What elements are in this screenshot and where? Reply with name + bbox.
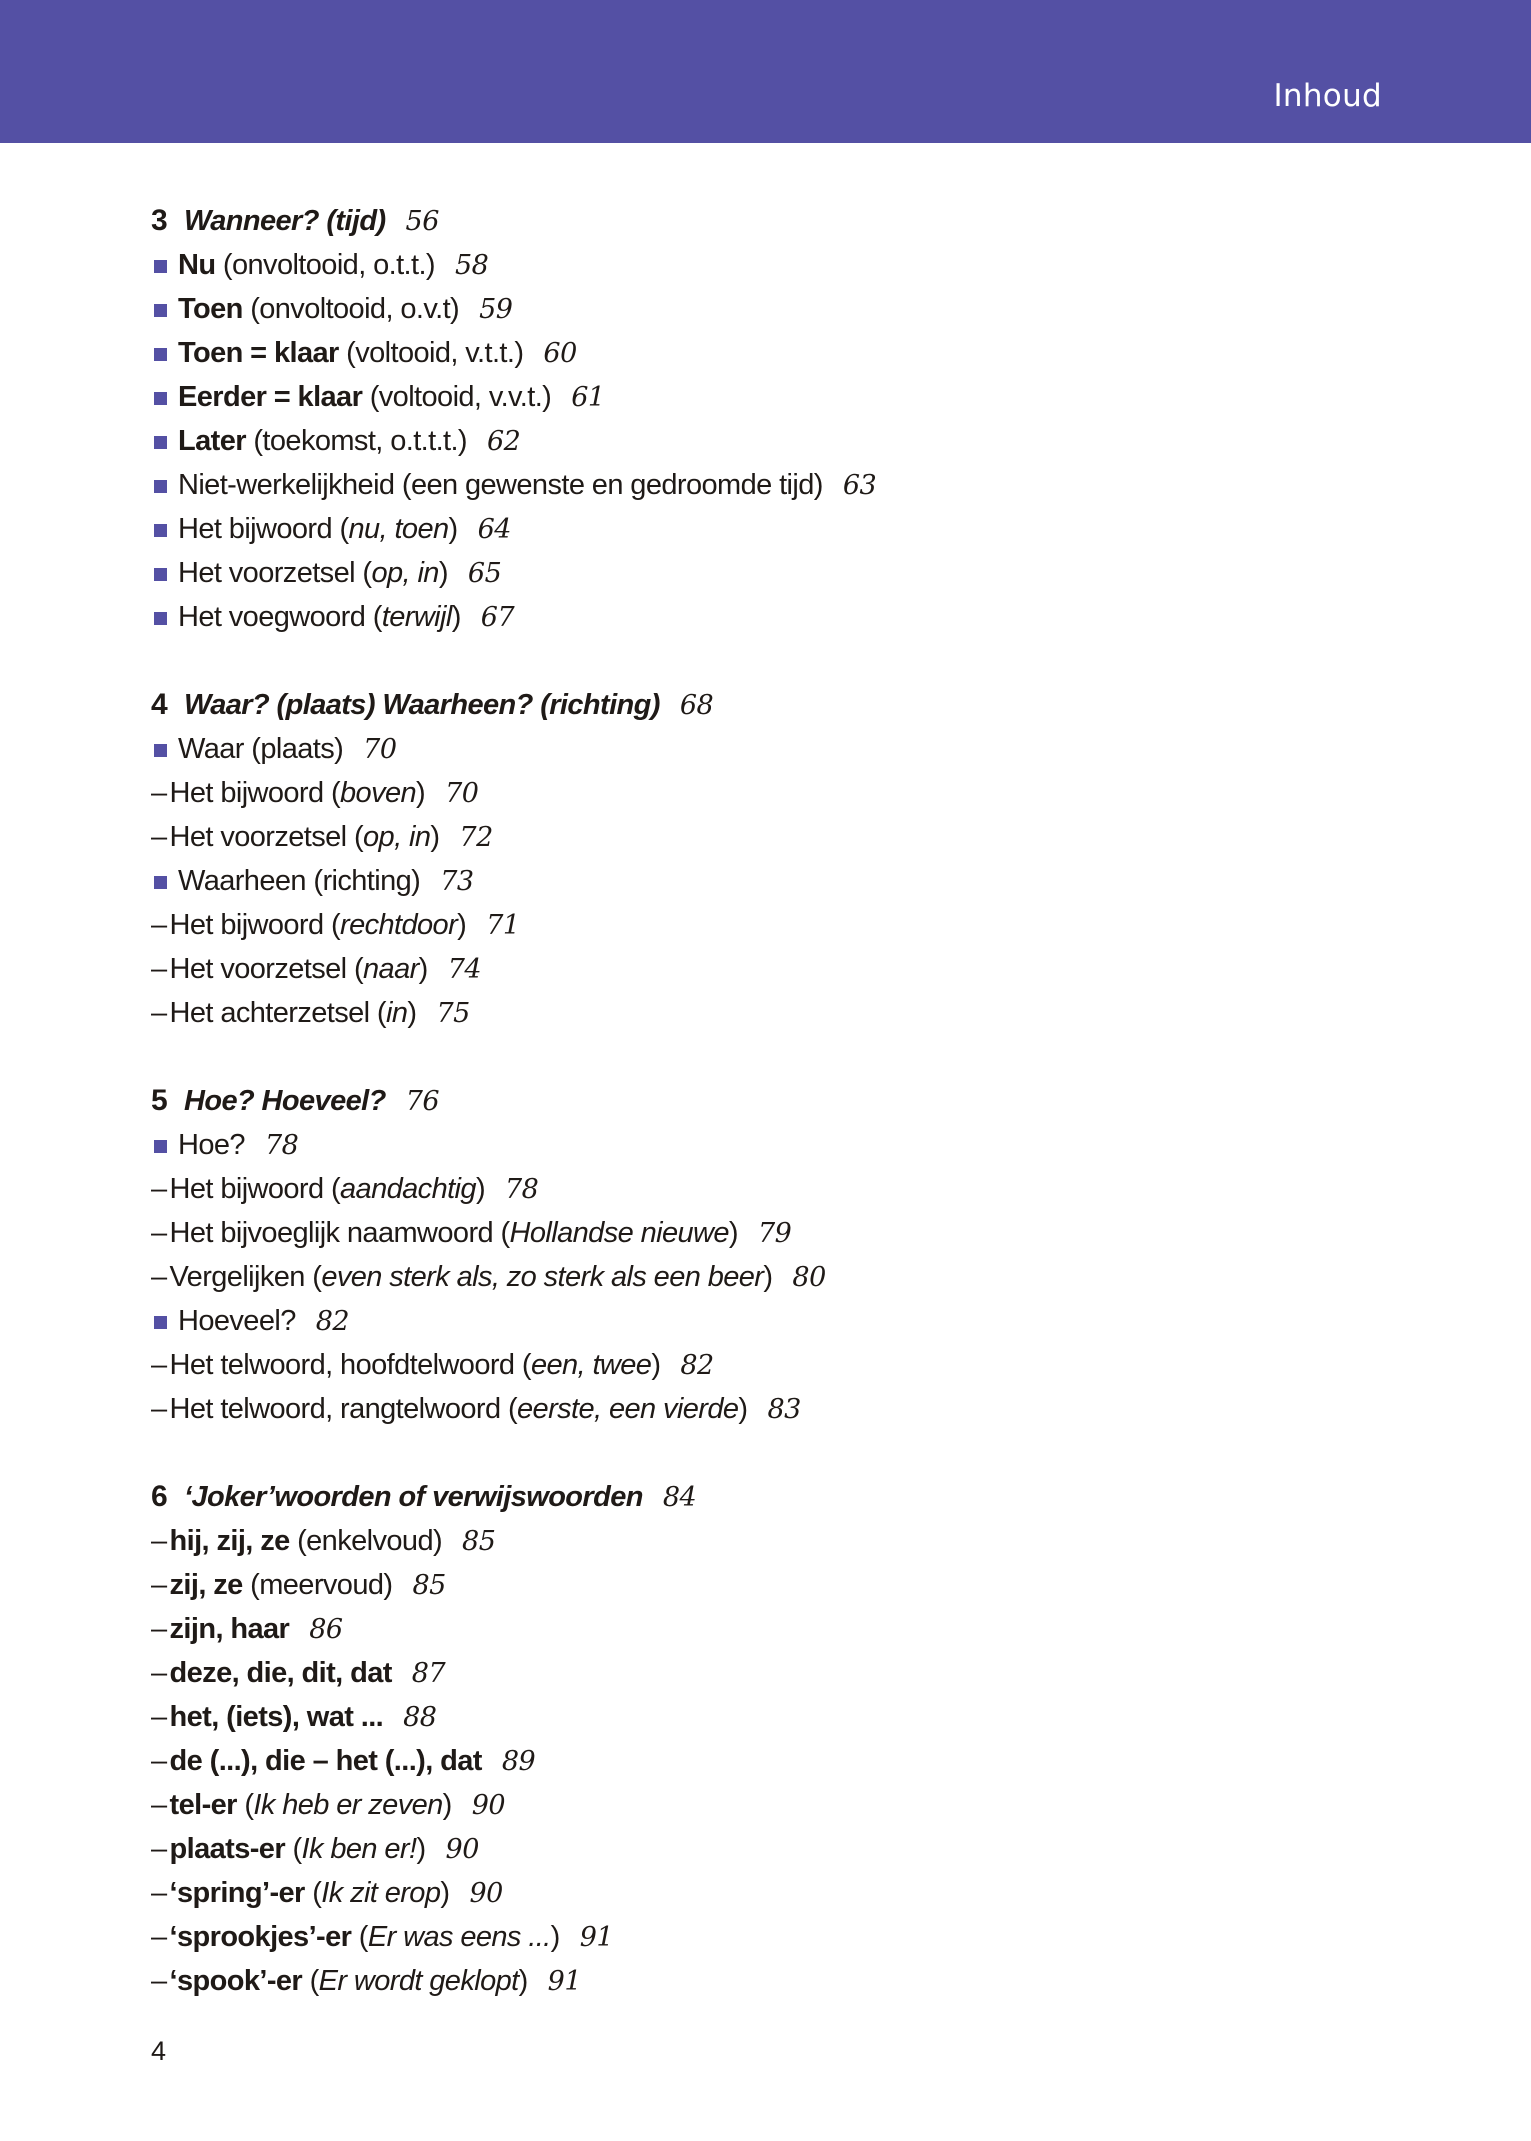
entry-page-number: 67 xyxy=(480,602,515,633)
entry-keyword: hij, zij, ze xyxy=(169,1525,290,1557)
entry-keyword: Toen xyxy=(178,293,243,325)
entry-example: op, in xyxy=(363,821,431,853)
entry-text-close: ) xyxy=(430,821,440,853)
toc-entry[interactable] xyxy=(151,1783,1351,1827)
entry-keyword: Toen = klaar xyxy=(178,337,339,369)
entry-text: ( xyxy=(236,1789,254,1821)
entry-text: ( xyxy=(285,1833,302,1865)
entry-keyword: ‘spring’-er xyxy=(169,1877,305,1909)
entry-example: Hollandse nieuwe xyxy=(509,1217,729,1249)
square-bullet-icon xyxy=(154,1140,167,1153)
entry-text: Het voorzetsel ( xyxy=(169,821,364,853)
entry-page-number: 83 xyxy=(767,1394,801,1425)
section-page-number: 76 xyxy=(405,1086,440,1117)
entry-text: ( xyxy=(302,1965,319,1997)
entry-text: Vergelijken ( xyxy=(169,1261,322,1293)
dash-marker: – xyxy=(151,1965,167,1997)
dash-marker: – xyxy=(151,1525,167,1557)
header-title: Inhoud xyxy=(1273,78,1382,114)
entry-page-number: 89 xyxy=(501,1746,536,1777)
section-number: 5 xyxy=(151,1084,168,1117)
entry-text: Het bijwoord ( xyxy=(178,513,349,545)
section-title[interactable]: Hoe? Hoeveel? xyxy=(184,1085,386,1117)
entry-example: Er wordt geklopt xyxy=(318,1965,519,1997)
square-bullet-icon xyxy=(154,744,167,757)
entry-text: Het voorzetsel ( xyxy=(169,953,364,985)
entry-text: Het bijwoord ( xyxy=(169,1173,341,1205)
entry-page-number: 88 xyxy=(403,1702,437,1733)
entry-text-close: ) xyxy=(518,1965,528,1997)
square-bullet-icon xyxy=(154,524,167,537)
entry-text-close: ) xyxy=(438,557,448,589)
square-bullet-icon xyxy=(154,348,167,361)
section-title[interactable]: Waar? (plaats) Waarheen? (richting) xyxy=(184,689,660,721)
entry-page-number: 62 xyxy=(487,426,521,457)
entry-text: ( xyxy=(351,1921,368,1953)
entry-text-close: ) xyxy=(442,1789,452,1821)
section-title[interactable]: Wanneer? (tijd) xyxy=(184,205,386,237)
entry-page-number: 75 xyxy=(436,998,470,1029)
entry-text: Het achterzetsel ( xyxy=(169,997,386,1029)
entry-text-close: ) xyxy=(440,1877,450,1909)
toc-entry[interactable] xyxy=(151,1123,1351,1167)
entry-example: Er was eens ... xyxy=(367,1921,551,1953)
entry-text-close: ) xyxy=(738,1393,748,1425)
entry-text-close: ) xyxy=(448,513,458,545)
dash-marker: – xyxy=(151,1173,167,1205)
entry-example: rechtdoor xyxy=(340,909,458,941)
entry-example: Ik zit erop xyxy=(321,1877,441,1909)
dash-marker: – xyxy=(151,1393,167,1425)
entry-page-number: 65 xyxy=(467,558,502,589)
entry-example: Ik heb er zeven xyxy=(253,1789,443,1821)
toc-entry[interactable] xyxy=(151,243,1351,287)
entry-keyword: plaats-er xyxy=(169,1833,286,1865)
entry-text: Niet-werkelijkheid (een gewenste en gedroomde tijd) xyxy=(178,469,823,501)
section-number: 3 xyxy=(151,204,168,237)
entry-example: boven xyxy=(340,777,417,809)
dash-marker: – xyxy=(151,821,167,853)
toc-entry[interactable] xyxy=(151,727,1351,771)
entry-text: Hoe? xyxy=(178,1129,245,1161)
entry-page-number: 61 xyxy=(571,382,605,413)
entry-keyword: ‘spook’-er xyxy=(169,1965,303,1997)
header-band xyxy=(0,0,1531,143)
entry-page-number: 71 xyxy=(486,910,520,941)
entry-text: (onvoltooid, o.v.t) xyxy=(242,293,460,325)
toc-entry[interactable] xyxy=(151,1387,1351,1431)
entry-example: in xyxy=(386,997,408,1029)
square-bullet-icon xyxy=(154,876,167,889)
toc-entry[interactable] xyxy=(151,1607,1351,1651)
toc-entry[interactable] xyxy=(151,287,1351,331)
entry-text: (voltooid, v.v.t.) xyxy=(362,381,552,413)
section-page-number: 56 xyxy=(405,206,439,237)
entry-page-number: 91 xyxy=(547,1966,582,1997)
square-bullet-icon xyxy=(154,260,167,273)
entry-example: op, in xyxy=(371,557,439,589)
toc-entry[interactable] xyxy=(151,947,1351,991)
toc-entry[interactable] xyxy=(151,1167,1351,1211)
dash-marker: – xyxy=(151,909,167,941)
entry-keyword: tel-er xyxy=(169,1789,237,1821)
toc-entry[interactable] xyxy=(151,375,1351,419)
dash-marker: – xyxy=(151,1701,167,1733)
section-heading[interactable] xyxy=(151,1079,1351,1123)
entry-page-number: 60 xyxy=(543,338,577,369)
toc-entry[interactable] xyxy=(151,1651,1351,1695)
section-heading[interactable] xyxy=(151,683,1351,727)
entry-text: Het bijvoeglijk naamwoord ( xyxy=(169,1217,510,1249)
dash-marker: – xyxy=(151,1569,167,1601)
entry-text: Het voegwoord ( xyxy=(178,601,382,633)
dash-marker: – xyxy=(151,1877,167,1909)
entry-keyword: de (...), die – het (...), dat xyxy=(169,1745,482,1777)
entry-keyword: ‘sprookjes’-er xyxy=(169,1921,352,1953)
toc-entry[interactable] xyxy=(151,1959,1351,2003)
toc-entry[interactable] xyxy=(151,1871,1351,1915)
entry-page-number: 70 xyxy=(363,734,397,765)
entry-text: Waarheen (richting) xyxy=(178,865,421,897)
toc-entry[interactable] xyxy=(151,551,1351,595)
page-number: 4 xyxy=(151,2036,167,2066)
section-heading[interactable] xyxy=(151,1475,1351,1519)
dash-marker: – xyxy=(151,1745,167,1777)
entry-example: eerste, een vierde xyxy=(517,1393,739,1425)
table-of-contents xyxy=(151,199,1351,2003)
square-bullet-icon xyxy=(154,436,167,449)
entry-example: nu, toen xyxy=(348,513,449,545)
entry-page-number: 90 xyxy=(471,1790,506,1821)
entry-text: Waar (plaats) xyxy=(178,733,344,765)
square-bullet-icon xyxy=(154,568,167,581)
toc-entry[interactable] xyxy=(151,1563,1351,1607)
toc-entry[interactable] xyxy=(151,507,1351,551)
toc-entry[interactable] xyxy=(151,1299,1351,1343)
square-bullet-icon xyxy=(154,612,167,625)
entry-example: Ik ben er! xyxy=(301,1833,417,1865)
entry-page-number: 80 xyxy=(792,1262,826,1293)
dash-marker: – xyxy=(151,1921,167,1953)
entry-example: aandachtig xyxy=(340,1173,476,1205)
entry-text: (toekomst, o.t.t.t.) xyxy=(245,425,467,457)
entry-keyword: Eerder = klaar xyxy=(178,381,363,413)
dash-marker: – xyxy=(151,1833,167,1865)
toc-entry[interactable] xyxy=(151,1255,1351,1299)
entry-keyword: Later xyxy=(178,425,246,457)
entry-text-close: ) xyxy=(457,909,467,941)
entry-text: (voltooid, v.t.t.) xyxy=(338,337,524,369)
entry-page-number: 64 xyxy=(477,514,511,545)
entry-text-close: ) xyxy=(451,601,461,633)
section-heading[interactable] xyxy=(151,199,1351,243)
toc-entry[interactable] xyxy=(151,1827,1351,1871)
entry-text-close: ) xyxy=(550,1921,560,1953)
entry-keyword: deze, die, dit, dat xyxy=(169,1657,392,1689)
entry-keyword: het, (iets), wat ... xyxy=(169,1701,384,1733)
entry-page-number: 79 xyxy=(757,1218,792,1249)
section-number: 6 xyxy=(151,1480,168,1513)
entry-page-number: 90 xyxy=(445,1834,479,1865)
entry-page-number: 63 xyxy=(842,470,877,501)
section-spacer xyxy=(151,1431,1351,1475)
section-page-number: 84 xyxy=(662,1482,697,1513)
entry-page-number: 74 xyxy=(447,954,482,985)
dash-marker: – xyxy=(151,1261,167,1293)
toc-entry[interactable] xyxy=(151,1343,1351,1387)
toc-entry[interactable] xyxy=(151,991,1351,1035)
entry-example: even sterk als, zo sterk als een beer xyxy=(321,1261,764,1293)
entry-page-number: 82 xyxy=(315,1306,350,1337)
section-spacer xyxy=(151,639,1351,683)
entry-text-close: ) xyxy=(763,1261,773,1293)
entry-page-number: 72 xyxy=(459,822,493,853)
entry-keyword: Nu xyxy=(178,249,216,281)
entry-page-number: 59 xyxy=(479,294,513,325)
entry-page-number: 58 xyxy=(454,250,489,281)
toc-entry[interactable] xyxy=(151,595,1351,639)
toc-entry[interactable] xyxy=(151,1211,1351,1255)
entry-page-number: 85 xyxy=(462,1526,496,1557)
entry-page-number: 73 xyxy=(440,866,474,897)
entry-example: terwijl xyxy=(381,601,452,633)
entry-text: Het bijwoord ( xyxy=(169,777,341,809)
dash-marker: – xyxy=(151,777,167,809)
toc-entry[interactable] xyxy=(151,419,1351,463)
toc-entry[interactable] xyxy=(151,1915,1351,1959)
dash-marker: – xyxy=(151,997,167,1029)
entry-page-number: 86 xyxy=(309,1614,343,1645)
entry-text-close: ) xyxy=(651,1349,661,1381)
section-title[interactable]: ‘Joker’woorden of verwijswoorden xyxy=(184,1481,643,1513)
entry-page-number: 82 xyxy=(680,1350,714,1381)
dash-marker: – xyxy=(151,953,167,985)
entry-page-number: 78 xyxy=(505,1174,539,1205)
entry-keyword: zijn, haar xyxy=(169,1613,290,1645)
dash-marker: – xyxy=(151,1349,167,1381)
entry-example: naar xyxy=(363,953,419,985)
entry-text: Het telwoord, rangtelwoord ( xyxy=(169,1393,518,1425)
entry-page-number: 85 xyxy=(412,1570,446,1601)
toc-entry[interactable] xyxy=(151,815,1351,859)
section-page-number: 68 xyxy=(679,690,714,721)
entry-text-close: ) xyxy=(416,1833,426,1865)
entry-text: (meervoud) xyxy=(242,1569,393,1601)
entry-page-number: 78 xyxy=(264,1130,299,1161)
dash-marker: – xyxy=(151,1613,167,1645)
entry-page-number: 70 xyxy=(445,778,479,809)
square-bullet-icon xyxy=(154,1316,167,1329)
entry-text-close: ) xyxy=(407,997,417,1029)
toc-entry[interactable] xyxy=(151,903,1351,947)
toc-entry[interactable] xyxy=(151,463,1351,507)
entry-keyword: zij, ze xyxy=(169,1569,243,1601)
section-spacer xyxy=(151,1035,1351,1079)
entry-example: een, twee xyxy=(530,1349,652,1381)
toc-entry[interactable] xyxy=(151,1695,1351,1739)
entry-text: (onvoltooid, o.t.t.) xyxy=(215,249,435,281)
entry-text-close: ) xyxy=(416,777,426,809)
toc-entry[interactable] xyxy=(151,771,1351,815)
entry-text: Hoeveel? xyxy=(178,1305,296,1337)
entry-page-number: 90 xyxy=(469,1878,503,1909)
dash-marker: – xyxy=(151,1217,167,1249)
entry-text-close: ) xyxy=(475,1173,485,1205)
entry-text-close: ) xyxy=(728,1217,738,1249)
toc-entry[interactable] xyxy=(151,1739,1351,1783)
square-bullet-icon xyxy=(154,480,167,493)
entry-text-close: ) xyxy=(418,953,428,985)
section-number: 4 xyxy=(151,688,168,721)
entry-page-number: 91 xyxy=(579,1922,614,1953)
entry-text: Het telwoord, hoofdtelwoord ( xyxy=(169,1349,531,1381)
entry-text: Het bijwoord ( xyxy=(169,909,341,941)
square-bullet-icon xyxy=(154,304,167,317)
toc-entry[interactable] xyxy=(151,859,1351,903)
entry-text: (enkelvoud) xyxy=(289,1525,443,1557)
dash-marker: – xyxy=(151,1657,167,1689)
toc-entry[interactable] xyxy=(151,331,1351,375)
entry-text: Het voorzetsel ( xyxy=(178,557,372,589)
dash-marker: – xyxy=(151,1789,167,1821)
square-bullet-icon xyxy=(154,392,167,405)
toc-entry[interactable] xyxy=(151,1519,1351,1563)
entry-text: ( xyxy=(304,1877,322,1909)
entry-page-number: 87 xyxy=(411,1658,446,1689)
